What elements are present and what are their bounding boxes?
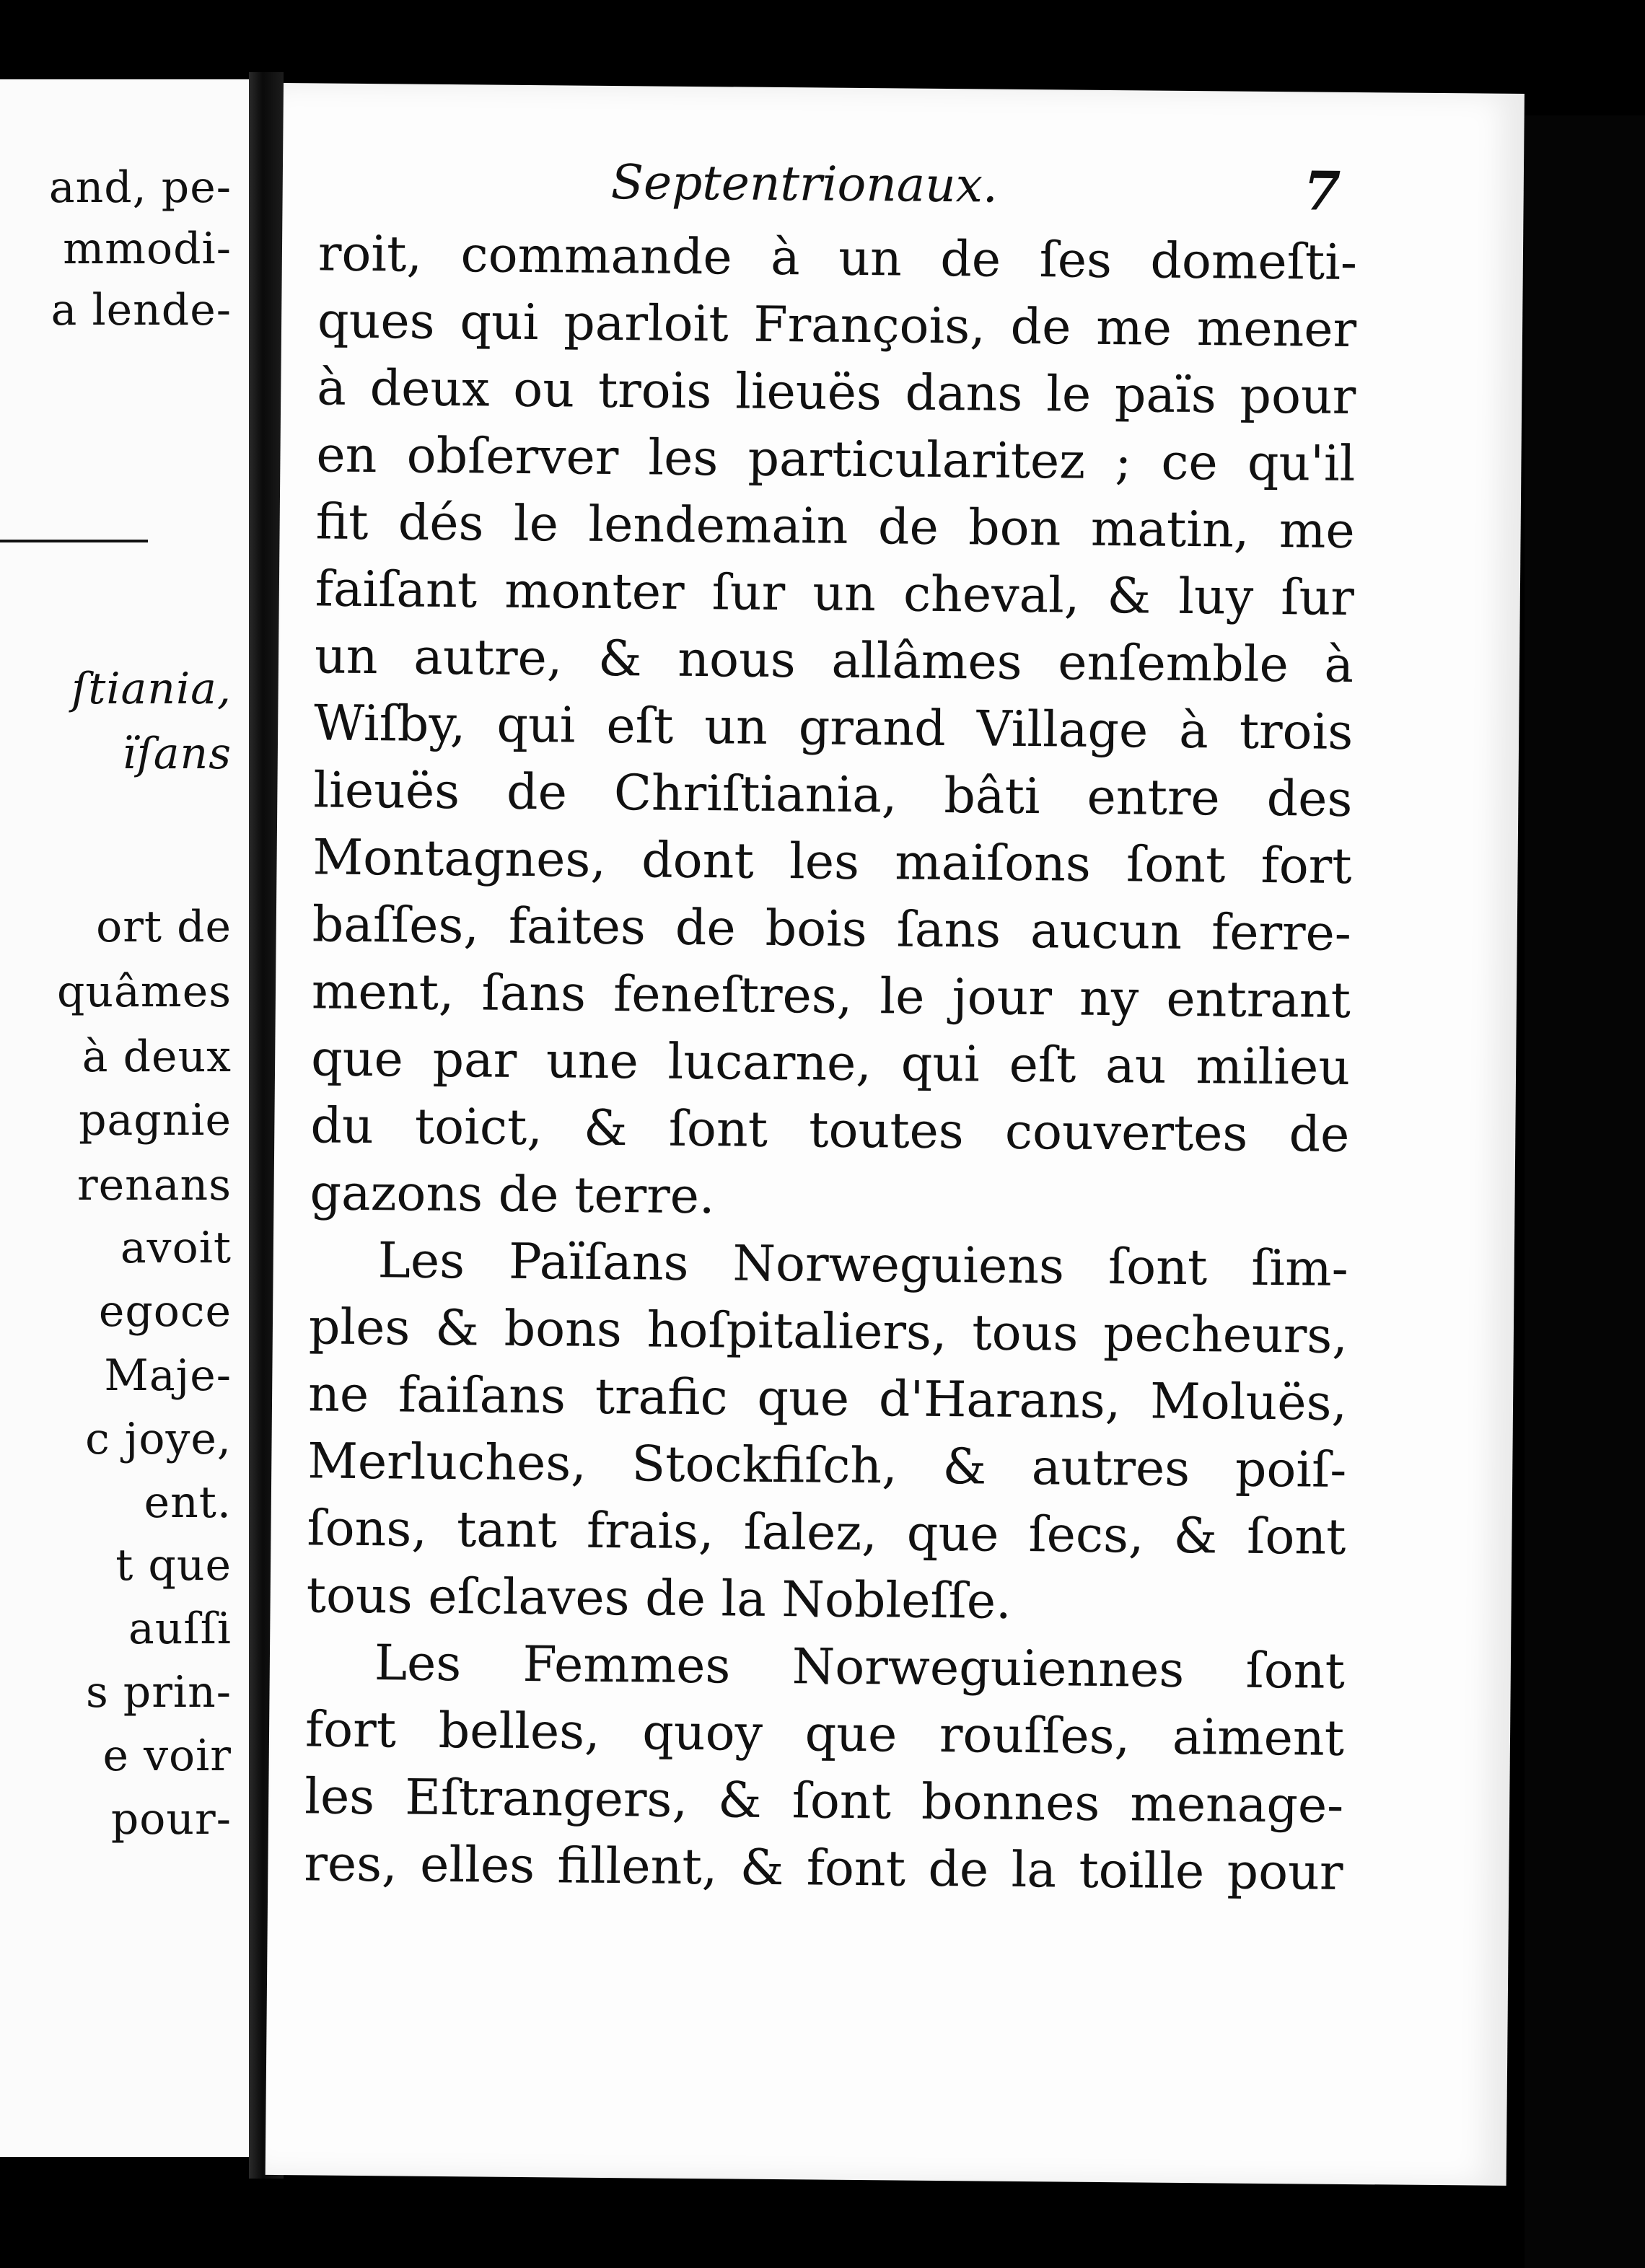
- text-line: Merluches, Stockfiſch, & autres poiſ-: [307, 1433, 1347, 1499]
- text-line: gazons de terre.: [310, 1164, 715, 1226]
- text-line: que par une lucarne, qui eſt au milieu: [310, 1030, 1351, 1096]
- text-line: fort belles, quoy que rouſſes, aiment: [304, 1701, 1345, 1767]
- text-line: en obſerver les particularitez ; ce qu'il: [316, 426, 1356, 493]
- text-line: Les Femmes Norweguiennes ſont: [374, 1635, 1346, 1700]
- text-line: Wiſby, qui eſt un grand Village à trois: [313, 695, 1354, 761]
- text-line: lieuës de Chriſtiania, bâti entre des: [313, 762, 1353, 828]
- running-head: Septentrionaux.: [610, 154, 999, 214]
- text-line: du toict, & ſont toutes couvertes de: [310, 1097, 1350, 1164]
- text-line: Les Païſans Norweguiens ſont ſim-: [377, 1232, 1349, 1298]
- left-page-line: ort de: [96, 902, 232, 952]
- left-page-line: auſſi: [128, 1604, 232, 1654]
- text-line: ment, ſans feneſtres, le jour ny entrant: [311, 963, 1351, 1029]
- left-page-line: avoit: [120, 1223, 232, 1273]
- text-line: Montagnes, dont les maiſons ſont fort: [312, 829, 1352, 895]
- left-page-line: ſtiania,: [71, 664, 232, 714]
- left-page-rule: [0, 540, 148, 542]
- text-line: baſſes, faites de bois ſans aucun ferre-: [312, 896, 1352, 962]
- page-number: 7: [1303, 160, 1341, 223]
- text-line: roit, commande à un de ſes domeſti-: [317, 225, 1358, 291]
- text-line: tous eſclaves de la Nobleſſe.: [306, 1567, 1012, 1630]
- left-page-line: e voir: [102, 1731, 232, 1781]
- right-page: [266, 83, 1525, 2186]
- left-page-line: and, pe-: [48, 162, 232, 213]
- body-text: [304, 220, 1357, 1906]
- text-line: les Eſtrangers, & ſont bonnes menage-: [304, 1768, 1344, 1834]
- left-page-line: ent.: [144, 1477, 232, 1528]
- text-line: ples & bons hoſpitaliers, tous pecheurs,: [308, 1298, 1348, 1365]
- left-page-line: t que: [115, 1540, 232, 1591]
- text-line: ques qui parloit François, de me mener: [317, 292, 1357, 359]
- left-page-line: s prin-: [85, 1667, 232, 1718]
- left-page-line: pagnie: [79, 1095, 232, 1146]
- text-line: fit dés le lendemain de bon matin, me: [315, 493, 1355, 560]
- left-page-line: mmodi-: [63, 224, 232, 274]
- left-page-line: c joye,: [85, 1414, 232, 1464]
- text-line: à deux ou trois lieuës dans le païs pour: [316, 359, 1356, 426]
- left-page-fragment: [0, 79, 249, 2157]
- left-page-line: egoce: [98, 1286, 232, 1337]
- left-page-line: Maje-: [104, 1350, 232, 1401]
- text-line: ne faiſans trafic que d'Harans, Moluës,: [307, 1366, 1348, 1432]
- right-page-edge: [1525, 115, 1645, 2268]
- left-page-line: a lende-: [51, 285, 232, 335]
- left-page-line: ïſans: [122, 729, 232, 779]
- left-page-line: renans: [76, 1160, 232, 1210]
- text-line: faiſant monter ſur un cheval, & luy ſur: [315, 561, 1355, 627]
- left-page-line: pour-: [110, 1794, 232, 1845]
- text-line: res, elles fillent, & font de la toille pour: [304, 1835, 1343, 1902]
- left-page-line: quâmes: [56, 967, 232, 1017]
- left-page-line: à deux: [82, 1032, 232, 1082]
- text-line: un autre, & nous allâmes enſemble à: [314, 628, 1354, 694]
- text-line: ſons, tant frais, ſalez, que ſecs, & ſont: [307, 1500, 1346, 1566]
